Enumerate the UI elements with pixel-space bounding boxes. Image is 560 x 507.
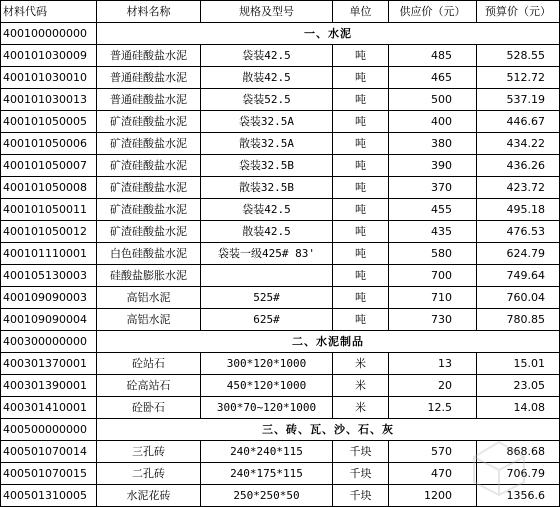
budget-price-cell: 537.19 xyxy=(477,89,560,111)
budget-price-cell: 512.72 xyxy=(477,67,560,89)
table-row xyxy=(1,353,560,375)
table-row xyxy=(1,309,560,331)
budget-price-cell: 446.67 xyxy=(477,111,560,133)
table-row xyxy=(1,397,560,419)
budget-price-cell: 436.26 xyxy=(477,155,560,177)
spec-cell xyxy=(201,265,333,287)
material-code-cell: 400501310005 xyxy=(1,485,97,507)
supply-price-cell: 700 xyxy=(389,265,477,287)
material-code-cell: 400101050011 xyxy=(1,199,97,221)
material-name-cell: 三孔砖 xyxy=(97,441,201,463)
budget-price-cell: 495.18 xyxy=(477,199,560,221)
unit-cell: 千块 xyxy=(333,441,389,463)
material-code-cell: 400109090003 xyxy=(1,287,97,309)
supply-price-cell: 390 xyxy=(389,155,477,177)
unit-cell: 米 xyxy=(333,397,389,419)
table-row xyxy=(1,221,560,243)
table-row xyxy=(1,45,560,67)
spec-cell: 300*70~120*1000 xyxy=(201,397,333,419)
material-name-cell: 高铝水泥 xyxy=(97,309,201,331)
section-row xyxy=(1,23,560,45)
budget-price-cell: 23.05 xyxy=(477,375,560,397)
spec-cell: 散装32.5A xyxy=(201,133,333,155)
table-row xyxy=(1,287,560,309)
material-code-cell: 400101030009 xyxy=(1,45,97,67)
material-name-cell: 砼站石 xyxy=(97,353,201,375)
table-row xyxy=(1,375,560,397)
spec-cell: 240*175*115 xyxy=(201,463,333,485)
supply-price-cell: 580 xyxy=(389,243,477,265)
supply-price-cell: 370 xyxy=(389,177,477,199)
material-code-cell: 400109090004 xyxy=(1,309,97,331)
material-name-cell: 高铝水泥 xyxy=(97,287,201,309)
supply-price-cell: 730 xyxy=(389,309,477,331)
material-code-cell: 400101030010 xyxy=(1,67,97,89)
unit-cell: 吨 xyxy=(333,45,389,67)
material-name-cell: 普通硅酸盐水泥 xyxy=(97,89,201,111)
material-name-cell: 砼高站石 xyxy=(97,375,201,397)
material-code-cell: 400101030013 xyxy=(1,89,97,111)
budget-price-cell: 706.79 xyxy=(477,463,560,485)
unit-cell: 吨 xyxy=(333,177,389,199)
spec-cell: 450*120*1000 xyxy=(201,375,333,397)
spec-cell: 250*250*50 xyxy=(201,485,333,507)
supply-price-cell: 710 xyxy=(389,287,477,309)
supply-price-cell: 465 xyxy=(389,67,477,89)
header-cell-budget-price: 预算价（元） xyxy=(477,1,560,23)
material-name-cell: 二孔砖 xyxy=(97,463,201,485)
supply-price-cell: 13 xyxy=(389,353,477,375)
budget-price-cell: 14.08 xyxy=(477,397,560,419)
header-cell-spec: 规格及型号 xyxy=(201,1,333,23)
supply-price-cell: 570 xyxy=(389,441,477,463)
budget-price-cell: 760.04 xyxy=(477,287,560,309)
unit-cell: 米 xyxy=(333,353,389,375)
spec-cell: 袋装32.5A xyxy=(201,111,333,133)
section-row xyxy=(1,331,560,353)
section-code: 400300000000 xyxy=(1,331,97,353)
unit-cell: 千块 xyxy=(333,485,389,507)
spec-cell: 散装42.5 xyxy=(201,221,333,243)
material-code-cell: 400501070014 xyxy=(1,441,97,463)
budget-price-cell: 423.72 xyxy=(477,177,560,199)
budget-price-cell: 780.85 xyxy=(477,309,560,331)
unit-cell: 吨 xyxy=(333,265,389,287)
budget-price-cell: 624.79 xyxy=(477,243,560,265)
material-name-cell: 矿渣硅酸盐水泥 xyxy=(97,221,201,243)
unit-cell: 吨 xyxy=(333,243,389,265)
material-code-cell: 400501070015 xyxy=(1,463,97,485)
table-row xyxy=(1,111,560,133)
spec-cell: 240*240*115 xyxy=(201,441,333,463)
material-code-cell: 400101110001 xyxy=(1,243,97,265)
material-name-cell: 普通硅酸盐水泥 xyxy=(97,45,201,67)
header-cell-name: 材料名称 xyxy=(97,1,201,23)
budget-price-cell: 15.01 xyxy=(477,353,560,375)
supply-price-cell: 12.5 xyxy=(389,397,477,419)
table-row xyxy=(1,199,560,221)
material-code-cell: 400101050006 xyxy=(1,133,97,155)
unit-cell: 吨 xyxy=(333,89,389,111)
spec-cell: 袋装32.5B xyxy=(201,155,333,177)
table-row xyxy=(1,133,560,155)
header-cell-unit: 单位 xyxy=(333,1,389,23)
supply-price-cell: 1200 xyxy=(389,485,477,507)
spec-cell: 袋装一级425# 83' xyxy=(201,243,333,265)
supply-price-cell: 455 xyxy=(389,199,477,221)
supply-price-cell: 485 xyxy=(389,45,477,67)
material-name-cell: 砼卧石 xyxy=(97,397,201,419)
section-title: 二、水泥制品 xyxy=(97,331,560,353)
unit-cell: 吨 xyxy=(333,155,389,177)
material-name-cell: 普通硅酸盐水泥 xyxy=(97,67,201,89)
budget-price-cell: 476.53 xyxy=(477,221,560,243)
table-row xyxy=(1,265,560,287)
header-row xyxy=(1,1,560,23)
budget-price-cell: 528.55 xyxy=(477,45,560,67)
material-code-cell: 400101050012 xyxy=(1,221,97,243)
table-row xyxy=(1,67,560,89)
unit-cell: 吨 xyxy=(333,287,389,309)
material-code-cell: 400301390001 xyxy=(1,375,97,397)
section-code: 400100000000 xyxy=(1,23,97,45)
spec-cell: 625# xyxy=(201,309,333,331)
table-body xyxy=(1,1,560,507)
material-name-cell: 矿渣硅酸盐水泥 xyxy=(97,111,201,133)
material-code-cell: 400101050007 xyxy=(1,155,97,177)
unit-cell: 吨 xyxy=(333,111,389,133)
material-name-cell: 水泥花砖 xyxy=(97,485,201,507)
supply-price-cell: 380 xyxy=(389,133,477,155)
table-row xyxy=(1,463,560,485)
header-cell-code: 材料代码 xyxy=(1,1,97,23)
unit-cell: 吨 xyxy=(333,221,389,243)
spec-cell: 袋装42.5 xyxy=(201,199,333,221)
section-title: 三、砖、瓦、沙、石、灰 xyxy=(97,419,560,441)
supply-price-cell: 500 xyxy=(389,89,477,111)
material-name-cell: 矿渣硅酸盐水泥 xyxy=(97,199,201,221)
material-name-cell: 硅酸盐膨胀水泥 xyxy=(97,265,201,287)
header-cell-supply-price: 供应价（元） xyxy=(389,1,477,23)
material-code-cell: 400301370001 xyxy=(1,353,97,375)
material-code-cell: 400101050005 xyxy=(1,111,97,133)
unit-cell: 千块 xyxy=(333,463,389,485)
table-row xyxy=(1,177,560,199)
budget-price-cell: 434.22 xyxy=(477,133,560,155)
table-row xyxy=(1,89,560,111)
section-code: 400500000000 xyxy=(1,419,97,441)
material-code-cell: 400101050008 xyxy=(1,177,97,199)
table-row xyxy=(1,441,560,463)
unit-cell: 吨 xyxy=(333,309,389,331)
spec-cell: 袋装52.5 xyxy=(201,89,333,111)
table-row xyxy=(1,155,560,177)
material-name-cell: 白色硅酸盐水泥 xyxy=(97,243,201,265)
unit-cell: 吨 xyxy=(333,67,389,89)
unit-cell: 米 xyxy=(333,375,389,397)
unit-cell: 吨 xyxy=(333,133,389,155)
budget-price-cell: 1356.6 xyxy=(477,485,560,507)
section-title: 一、水泥 xyxy=(97,23,560,45)
spec-cell: 散装32.5B xyxy=(201,177,333,199)
material-name-cell: 矿渣硅酸盐水泥 xyxy=(97,177,201,199)
material-code-cell: 400105130003 xyxy=(1,265,97,287)
table-row xyxy=(1,485,560,507)
section-row xyxy=(1,419,560,441)
material-name-cell: 矿渣硅酸盐水泥 xyxy=(97,155,201,177)
budget-price-cell: 868.68 xyxy=(477,441,560,463)
unit-cell: 吨 xyxy=(333,199,389,221)
table-row xyxy=(1,243,560,265)
supply-price-cell: 435 xyxy=(389,221,477,243)
supply-price-cell: 20 xyxy=(389,375,477,397)
material-name-cell: 矿渣硅酸盐水泥 xyxy=(97,133,201,155)
spec-cell: 散装42.5 xyxy=(201,67,333,89)
budget-price-cell: 749.64 xyxy=(477,265,560,287)
spec-cell: 300*120*1000 xyxy=(201,353,333,375)
supply-price-cell: 400 xyxy=(389,111,477,133)
spec-cell: 525# xyxy=(201,287,333,309)
spec-cell: 袋装42.5 xyxy=(201,45,333,67)
supply-price-cell: 470 xyxy=(389,463,477,485)
material-code-cell: 400301410001 xyxy=(1,397,97,419)
